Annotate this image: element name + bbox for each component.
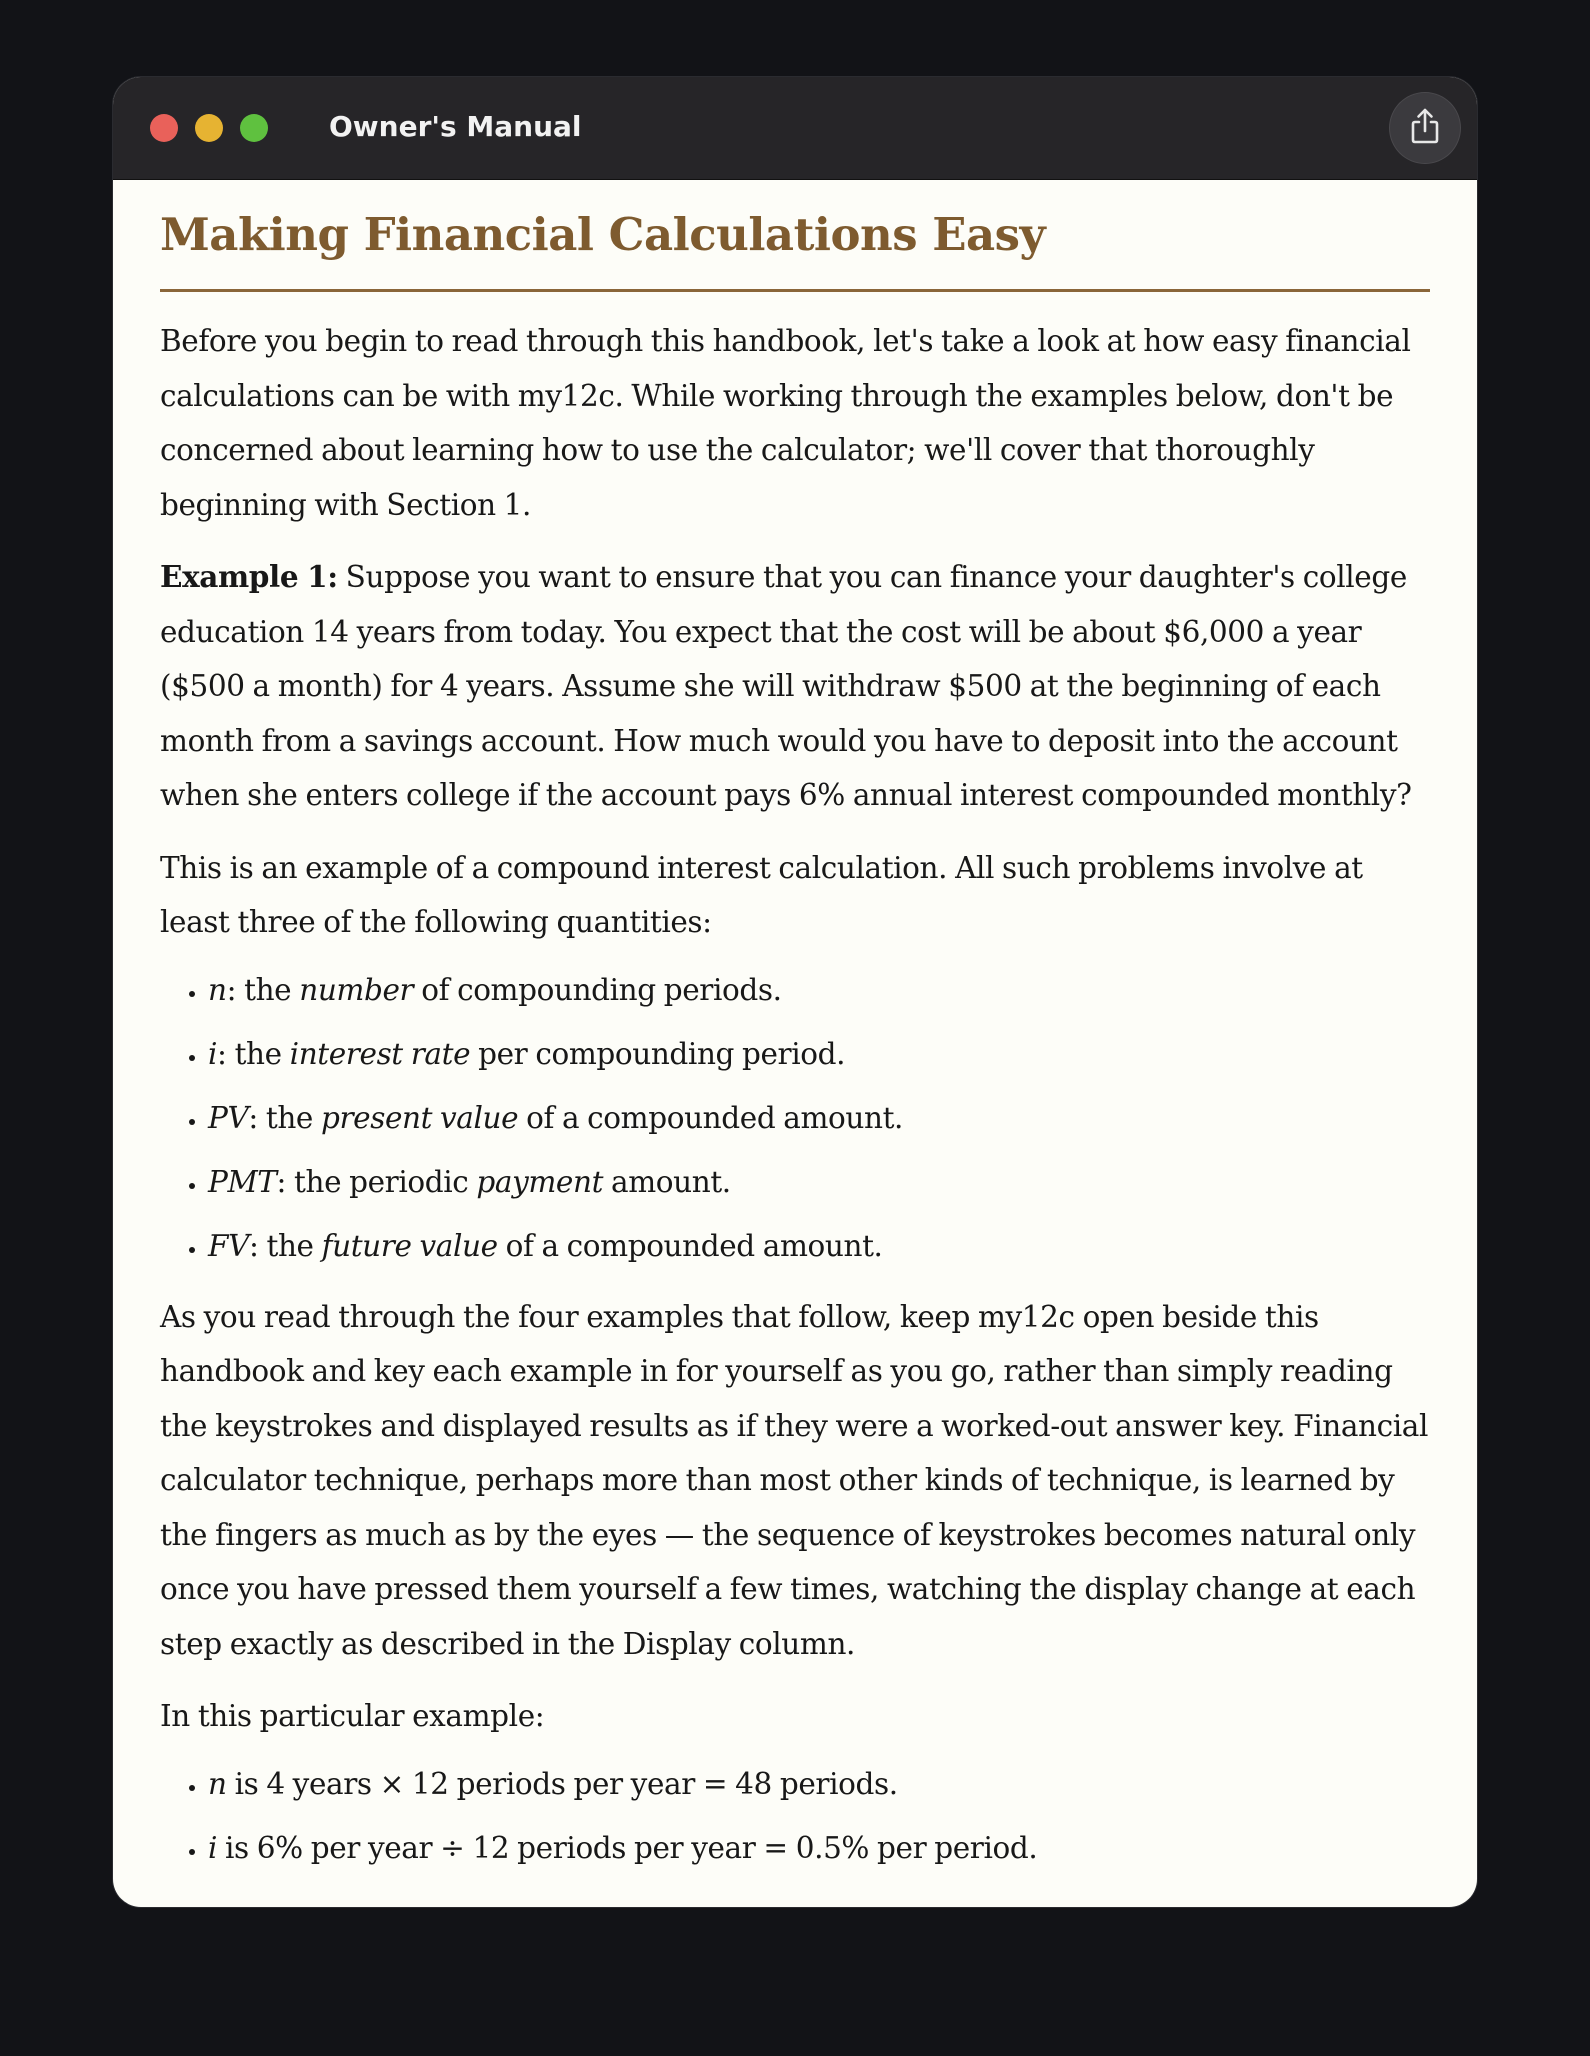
- list-item: [208, 1032, 1430, 1076]
- example-1-label: Example 1:: [160, 559, 338, 594]
- quantity-term: number: [299, 972, 414, 1007]
- quantity-term: future value: [321, 1228, 498, 1263]
- quantity-symbol: PMT: [208, 1164, 277, 1199]
- particular-text: is 6% per year ÷ 12 periods per year = 0.5% per period.: [217, 1830, 1038, 1865]
- list-item: [208, 1160, 1430, 1204]
- quantity-term: present value: [320, 1100, 519, 1135]
- practice-paragraph: As you read through the four examples that follow, keep my12c open beside this handbook and key each example in for yourself as you go, rather than simply reading the keystrokes and displayed results as if they were a worked-out answer key. Financial calculator technique, perhaps more than most other kinds of technique, is learned by the fingers as much as by the eyes — the sequence of keystrokes becomes natural only once you have pressed them yourself a few times, watching the display change at each step exactly as described in the Display column.: [160, 1299, 1429, 1661]
- quantity-text: : the: [226, 972, 300, 1007]
- list-item: [208, 1096, 1430, 1140]
- heading-divider: [160, 289, 1430, 292]
- list-item: [208, 1826, 1430, 1870]
- quantity-text: : the: [248, 1100, 321, 1135]
- list-item: [208, 1762, 1430, 1806]
- zoom-window-button[interactable]: [240, 114, 268, 142]
- list-item: [208, 1224, 1430, 1268]
- quantity-term: interest rate: [289, 1036, 471, 1071]
- quantity-symbol: i: [208, 1036, 218, 1071]
- quantity-text: : the periodic: [276, 1164, 477, 1199]
- quantity-text: per compounding period.: [470, 1036, 846, 1071]
- quantity-symbol: FV: [208, 1228, 249, 1263]
- quantity-symbol: i: [208, 1830, 218, 1865]
- quantity-symbol: n: [208, 1766, 227, 1801]
- intro-paragraph: Before you begin to read through this handbook, let's take a look at how easy financial calculations can be with my12c. While working through the examples below, don't be concerned about learning how to use the calculator; we'll cover that thoroughly beginning with Section 1.: [160, 324, 1411, 522]
- article-heading: Making Financial Calculations Easy: [160, 208, 1046, 261]
- minimize-window-button[interactable]: [195, 114, 223, 142]
- list-item: [208, 968, 1430, 1012]
- quantity-symbol: n: [208, 972, 227, 1007]
- share-button[interactable]: [1390, 93, 1460, 163]
- quantities-list: [160, 968, 1430, 1268]
- quantity-text: amount.: [603, 1164, 731, 1199]
- article-content: [160, 179, 1430, 1892]
- quantity-text: of a compounded amount.: [518, 1100, 904, 1135]
- app-window: [113, 77, 1477, 1907]
- compound-intro-paragraph: This is an example of a compound interest calculation. All such problems involve at least three of the following quantities:: [160, 850, 1363, 939]
- quantity-symbol: PV: [208, 1100, 249, 1135]
- example-1-text: Suppose you want to ensure that you can finance your daughter's college education 14 years from today. You expect that the cost will be about $6,000 a year ($500 a month) for 4 years. Assume she will withdraw $500 at the beginning of each month from a savings account. How much would you have to deposit into the account when she enters college if the account pays 6% annual interest compounded monthly?: [160, 560, 1412, 812]
- share-icon: [1408, 107, 1442, 149]
- quantity-term: payment: [476, 1164, 604, 1199]
- quantity-text: : the: [248, 1228, 322, 1263]
- title-bar: [113, 77, 1477, 180]
- quantity-text: of compounding periods.: [413, 972, 782, 1007]
- particular-text: is 4 years × 12 periods per year = 48 periods.: [226, 1766, 898, 1801]
- example-1-paragraph: [160, 550, 1430, 823]
- particular-intro-paragraph: In this particular example:: [160, 1699, 545, 1733]
- quantity-text: of a compounded amount.: [497, 1228, 883, 1263]
- close-window-button[interactable]: [150, 114, 178, 142]
- quantity-text: : the: [217, 1036, 290, 1071]
- particulars-list: [160, 1762, 1430, 1870]
- window-title: Owner's Manual: [329, 110, 582, 143]
